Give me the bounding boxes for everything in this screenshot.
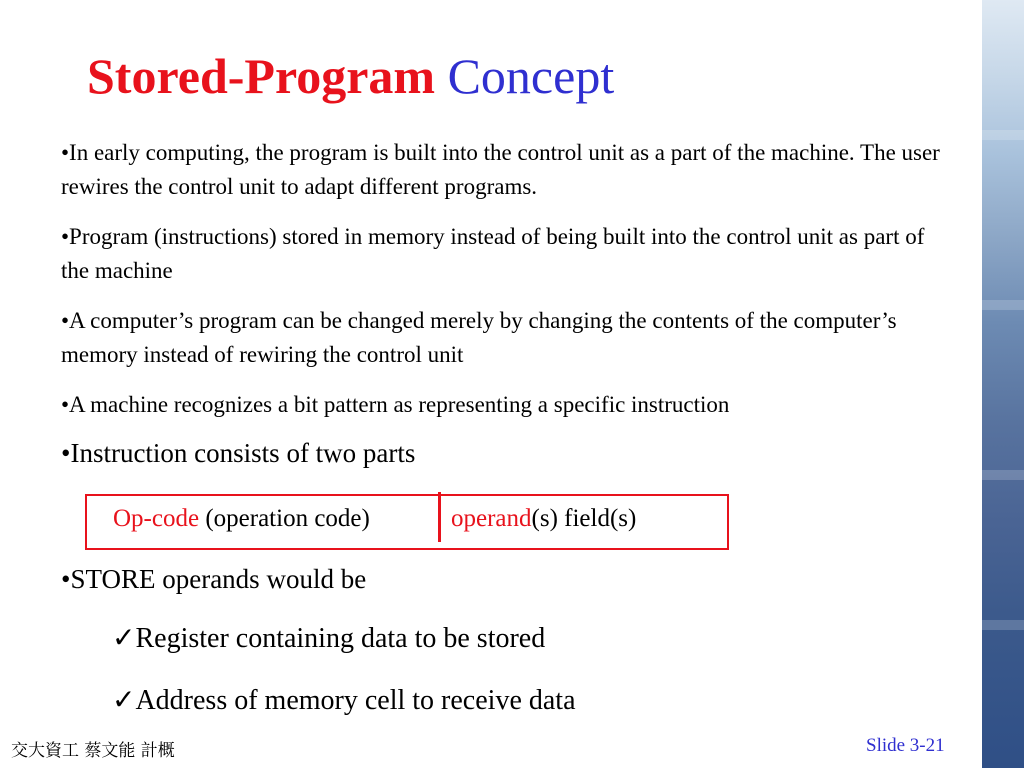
slide-number: Slide 3-21 [866, 735, 945, 756]
bullet-item: •In early computing, the program is built into the control unit as a part of the machine. The user rewires the control unit to adapt different programs. [61, 140, 940, 199]
instruction-field-divider [438, 492, 441, 542]
title-part-1: Stored-Program [87, 48, 436, 104]
bullet-item: •A machine recognizes a bit pattern as representing a specific instruction [61, 392, 730, 417]
title-part-2: Concept [447, 48, 615, 104]
strip-ridge [982, 300, 1024, 310]
check-item: ✓Register containing data to be stored [112, 623, 546, 654]
operand-label: operand [451, 505, 532, 532]
opcode-label: Op-code [113, 505, 200, 532]
footer-author: 交大資工 蔡文能 計概 [11, 741, 175, 761]
bullet-item: •Program (instructions) stored in memory instead of being built into the control unit as part of the machine [61, 224, 925, 283]
strip-ridge [982, 130, 1024, 140]
opcode-description: (operation code) [199, 505, 370, 532]
slide-title [87, 44, 614, 108]
bullet-item: •A computer’s program can be changed merely by changing the contents of the computer’s memory instead of rewiring the control unit [61, 308, 897, 367]
bullet-item: •Instruction consists of two parts [61, 438, 416, 468]
store-bullet: •STORE operands would be [61, 564, 367, 594]
strip-ridge [982, 470, 1024, 480]
decorative-side-strip [982, 0, 1024, 768]
check-item: ✓Address of memory cell to receive data [112, 685, 576, 716]
bullet-list [61, 136, 951, 470]
opcode-field [113, 503, 370, 535]
operand-field [451, 503, 636, 535]
operand-description: (s) field(s) [531, 505, 637, 532]
strip-ridge [982, 620, 1024, 630]
